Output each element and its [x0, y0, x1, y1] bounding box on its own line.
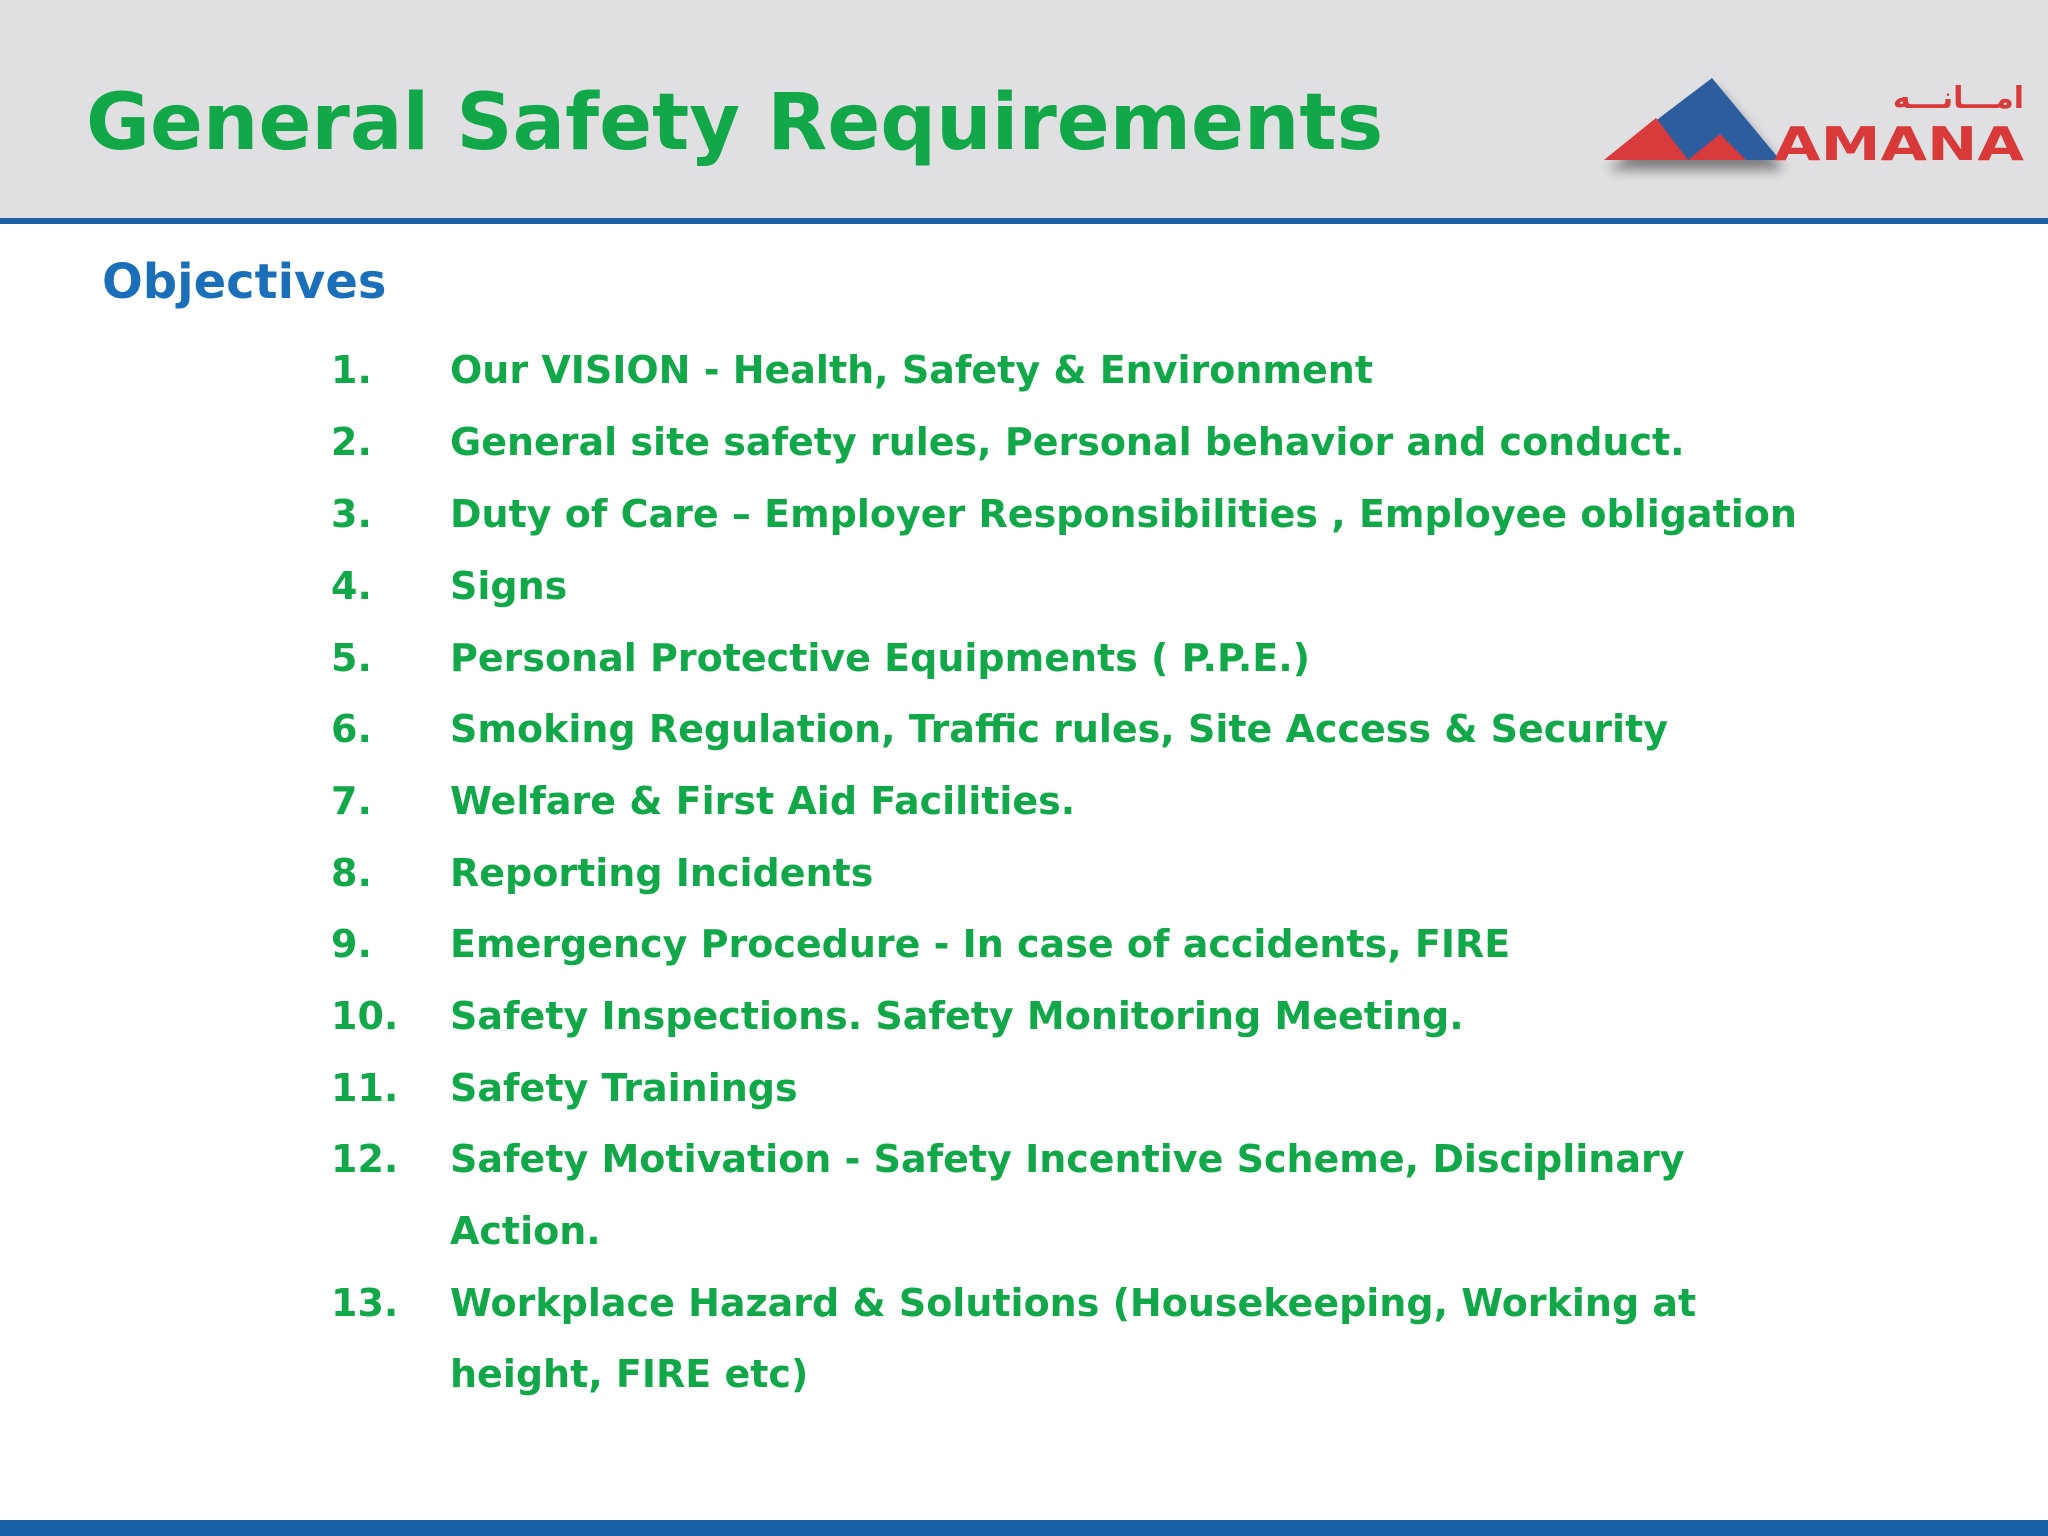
item-text: Welfare & First Aid Facilities. — [450, 779, 1076, 823]
item-text: Emergency Procedure - In case of accidents, FIRE — [450, 922, 1511, 966]
amana-logo-mark — [1600, 72, 2030, 202]
item-number: 3. — [331, 492, 372, 536]
item-number: 12. — [331, 1137, 399, 1181]
item-text: Safety Trainings — [450, 1066, 798, 1110]
section-heading: Objectives — [102, 254, 387, 310]
item-number: 6. — [331, 707, 372, 751]
item-number: 10. — [331, 994, 399, 1038]
amana-logo — [1600, 72, 2030, 202]
item-number: 5. — [331, 636, 372, 680]
item-number: 2. — [331, 420, 372, 464]
item-number: 7. — [331, 779, 372, 823]
logo-brand-text: AMANA — [1774, 117, 2025, 171]
item-text: Signs — [450, 564, 568, 608]
item-text: Safety Motivation - Safety Incentive Scheme, Disciplinary — [450, 1137, 1685, 1181]
item-text: Action. — [450, 1209, 601, 1253]
item-text: General site safety rules, Personal behavior and conduct. — [450, 420, 1685, 464]
item-text: Smoking Regulation, Traffic rules, Site Access & Security — [450, 707, 1669, 751]
item-text: Our VISION - Health, Safety & Environment — [450, 348, 1373, 392]
item-text: Workplace Hazard & Solutions (Housekeeping, Working at — [450, 1281, 1697, 1325]
item-number: 11. — [331, 1066, 399, 1110]
item-text: Safety Inspections. Safety Monitoring Meeting. — [450, 994, 1464, 1038]
item-number: 8. — [331, 851, 372, 895]
logo-arabic-text: امـــانـــه — [1892, 81, 2024, 116]
item-number: 1. — [331, 348, 372, 392]
item-number: 13. — [331, 1281, 399, 1325]
item-number: 4. — [331, 564, 372, 608]
item-text: Personal Protective Equipments ( P.P.E.) — [450, 636, 1311, 680]
slide-title: General Safety Requirements — [86, 78, 1384, 168]
footer-divider — [0, 1520, 2048, 1536]
item-text: Reporting Incidents — [450, 851, 874, 895]
header-divider — [0, 218, 2048, 224]
item-text: height, FIRE etc) — [450, 1352, 809, 1396]
item-number: 9. — [331, 922, 372, 966]
item-text: Duty of Care – Employer Responsibilities , Employee obligation — [450, 492, 1797, 536]
